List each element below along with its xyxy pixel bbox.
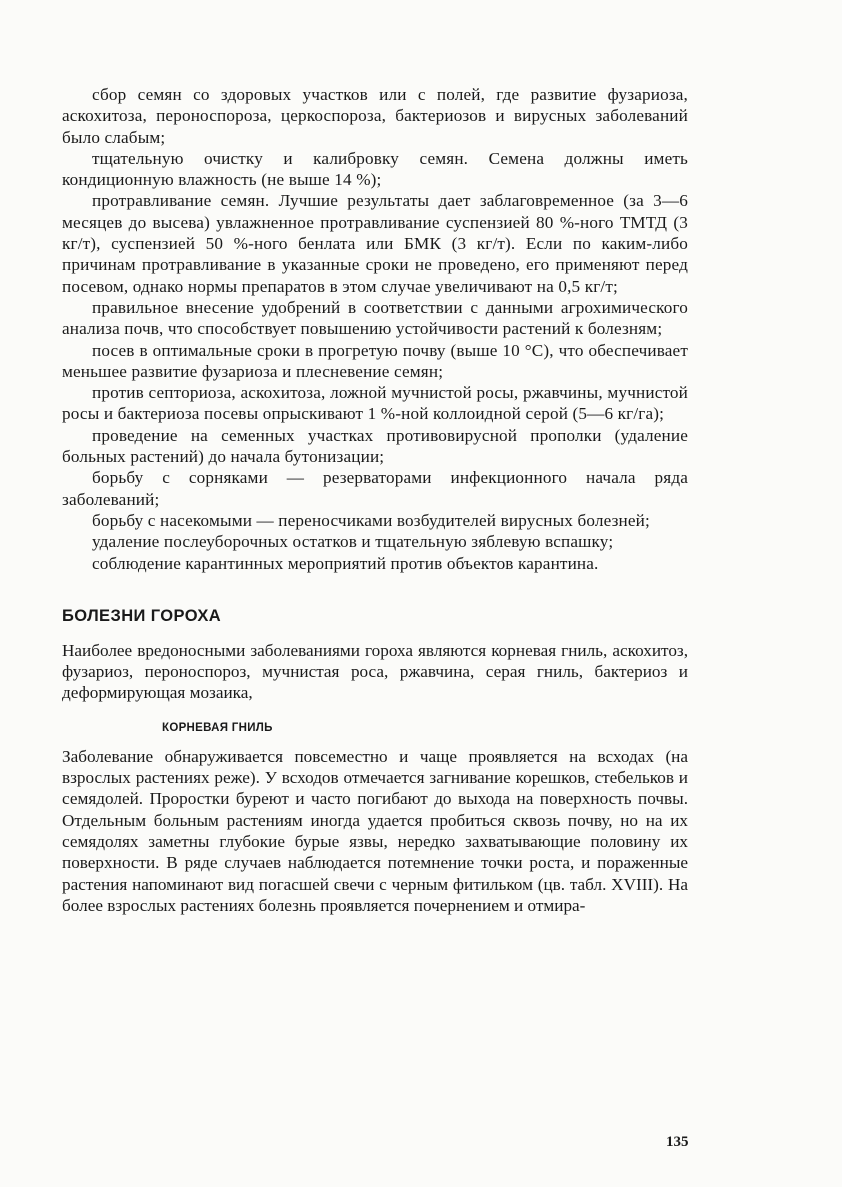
list-item: протравливание семян. Лучшие результаты дает заблаговременное (за 3—6 месяцев до высева) увлажненное протравливание суспензией 80 %-ного ТМТД (3 кг/т), суспензией 50 %-ного бенлата или БМК (3 кг/т). Если по каким-либо причинам протравливание в указанные сроки не проведено, его применяют перед посевом, однако нормы препаратов в этом случае увеличивают на 0,5 кг/т; <box>62 191 688 296</box>
list-item: правильное внесение удобрений в соответствии с данными агрохимического анализа почв, что способствует повышению устойчивости растений к болезням; <box>62 297 688 339</box>
subsection-title: КОРНЕВАЯ ГНИЛЬ <box>162 721 273 734</box>
measures-list <box>62 84 688 574</box>
subsection-text: Заболевание обнаруживается повсеместно и чаще проявляется на всходах (на взрослых растениях реже). У всходов отмечается загнивание корешков, стебельков и семядолей. Проростки буреют и часто погибают до выхода на поверхность почвы. Отдельным больным растениям иногда удается пробиться сквозь почву, но на их семядолях заметны глубокие бурые язвы, нередко захватывающие половину их поверхности. В ряде случаев наблюдается потемнение точки роста, и пораженные растения напоминают вид погасшей свечи с черным фитильком (цв. табл. XVIII). На более взрослых растениях болезнь проявляется почернением и отмира- <box>62 746 688 915</box>
list-item: соблюдение карантинных мероприятий против объектов карантина. <box>92 553 599 573</box>
list-item: посев в оптимальные сроки в прогретую почву (выше 10 °С), что обеспечивает меньшее развитие фузариоза и плесневение семян; <box>62 340 688 381</box>
section-title: БОЛЕЗНИ ГОРОХА <box>62 606 222 625</box>
list-item: удаление послеуборочных остатков и тщательную зяблевую вспашку; <box>92 532 614 552</box>
list-item: против септориоза, аскохитоза, ложной мучнистой росы, ржавчины, мучнистой росы и бактериоза посевы опрыскивают 1 %-ной коллоидной серой (5—6 кг/га); <box>62 383 688 424</box>
page-number: 135 <box>666 1134 689 1150</box>
page-content <box>62 84 688 916</box>
list-item: проведение на семенных участках противовирусной прополки (удаление больных растений) до начала бутонизации; <box>62 425 688 467</box>
list-item: тщательную очистку и калибровку семян. Семена должны иметь кондиционную влажность (не выше 14 %); <box>62 148 688 190</box>
list-item: сбор семян со здоровых участков или с полей, где развитие фузариоза, аскохитоза, пероноспороза, церкоспороза, бактериозов и вирусных заболеваний было слабым; <box>62 85 688 147</box>
list-item: борьбу с сорняками — резерваторами инфекционного начала ряда заболеваний; <box>62 468 688 509</box>
section-intro: Наиболее вредоносными заболеваниями гороха являются корневая гниль, аскохитоз, фузариоз, пероноспороз, мучнистая роса, ржавчина, серая гниль, бактериоз и деформирующая мозаика, <box>62 640 688 703</box>
list-item: борьбу с насекомыми — переносчиками возбудителей вирусных болезней; <box>92 510 650 530</box>
